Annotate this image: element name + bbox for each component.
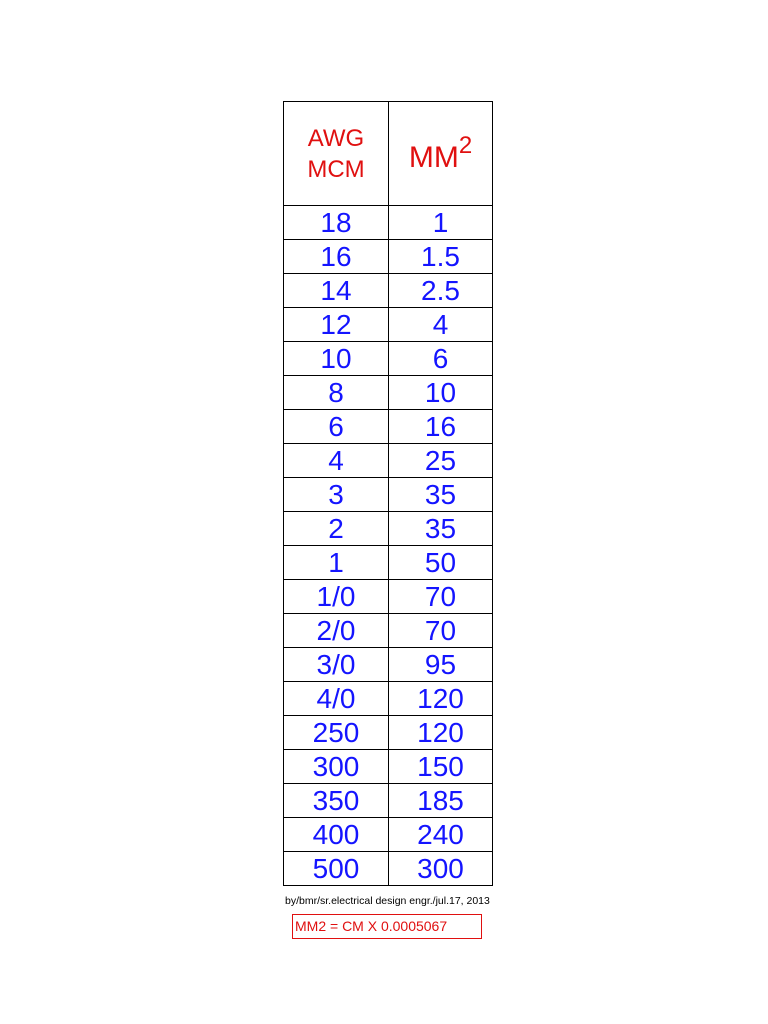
mm2-cell: 10 xyxy=(389,376,493,410)
table-row xyxy=(284,240,493,274)
table-row xyxy=(284,682,493,716)
mm2-cell: 95 xyxy=(389,648,493,682)
mm2-cell: 1.5 xyxy=(389,240,493,274)
header-mm-superscript: 2 xyxy=(458,132,473,159)
awg-cell: 300 xyxy=(284,750,389,784)
mm2-cell: 120 xyxy=(389,716,493,750)
awg-cell: 12 xyxy=(284,308,389,342)
awg-cell: 18 xyxy=(284,206,389,240)
awg-cell: 1 xyxy=(284,546,389,580)
mm2-cell: 16 xyxy=(389,410,493,444)
awg-cell: 14 xyxy=(284,274,389,308)
header-mcm-label: MCM xyxy=(307,155,365,183)
table-row xyxy=(284,614,493,648)
awg-cell: 350 xyxy=(284,784,389,818)
mm2-cell: 35 xyxy=(389,478,493,512)
mm2-cell: 240 xyxy=(389,818,493,852)
awg-cell: 16 xyxy=(284,240,389,274)
awg-cell: 4 xyxy=(284,444,389,478)
table-row xyxy=(284,784,493,818)
table-header-row xyxy=(284,102,493,206)
header-mm-label: MM xyxy=(408,141,459,174)
awg-to-mm2-table xyxy=(283,101,493,886)
formula-box: MM2 = CM X 0.0005067 xyxy=(292,914,482,939)
table-row xyxy=(284,478,493,512)
mm2-cell: 300 xyxy=(389,852,493,886)
header-awg-mcm xyxy=(284,102,389,206)
table-row xyxy=(284,852,493,886)
mm2-cell: 6 xyxy=(389,342,493,376)
table-row xyxy=(284,410,493,444)
table-row xyxy=(284,512,493,546)
table-row xyxy=(284,274,493,308)
awg-cell: 8 xyxy=(284,376,389,410)
awg-cell: 2/0 xyxy=(284,614,389,648)
mm2-cell: 50 xyxy=(389,546,493,580)
header-awg-label: AWG xyxy=(307,124,365,152)
table-row xyxy=(284,342,493,376)
mm2-cell: 70 xyxy=(389,614,493,648)
awg-cell: 4/0 xyxy=(284,682,389,716)
awg-cell: 3/0 xyxy=(284,648,389,682)
awg-cell: 250 xyxy=(284,716,389,750)
table-row xyxy=(284,818,493,852)
mm2-cell: 4 xyxy=(389,308,493,342)
table-row xyxy=(284,444,493,478)
table-row xyxy=(284,648,493,682)
table-row xyxy=(284,750,493,784)
header-mm2 xyxy=(389,102,493,206)
mm2-cell: 150 xyxy=(389,750,493,784)
conversion-table-container xyxy=(283,101,492,886)
table-row xyxy=(284,580,493,614)
mm2-cell: 25 xyxy=(389,444,493,478)
mm2-cell: 120 xyxy=(389,682,493,716)
awg-cell: 6 xyxy=(284,410,389,444)
credit-line: by/bmr/sr.electrical design engr./jul.17, 2013 xyxy=(285,895,490,907)
table-row xyxy=(284,716,493,750)
awg-cell: 1/0 xyxy=(284,580,389,614)
table-row xyxy=(284,546,493,580)
mm2-cell: 1 xyxy=(389,206,493,240)
mm2-cell: 2.5 xyxy=(389,274,493,308)
awg-cell: 3 xyxy=(284,478,389,512)
table-body xyxy=(284,206,493,886)
table-row xyxy=(284,308,493,342)
awg-cell: 10 xyxy=(284,342,389,376)
table-row xyxy=(284,206,493,240)
mm2-cell: 35 xyxy=(389,512,493,546)
awg-cell: 500 xyxy=(284,852,389,886)
table-row xyxy=(284,376,493,410)
awg-cell: 2 xyxy=(284,512,389,546)
awg-cell: 400 xyxy=(284,818,389,852)
mm2-cell: 70 xyxy=(389,580,493,614)
mm2-cell: 185 xyxy=(389,784,493,818)
